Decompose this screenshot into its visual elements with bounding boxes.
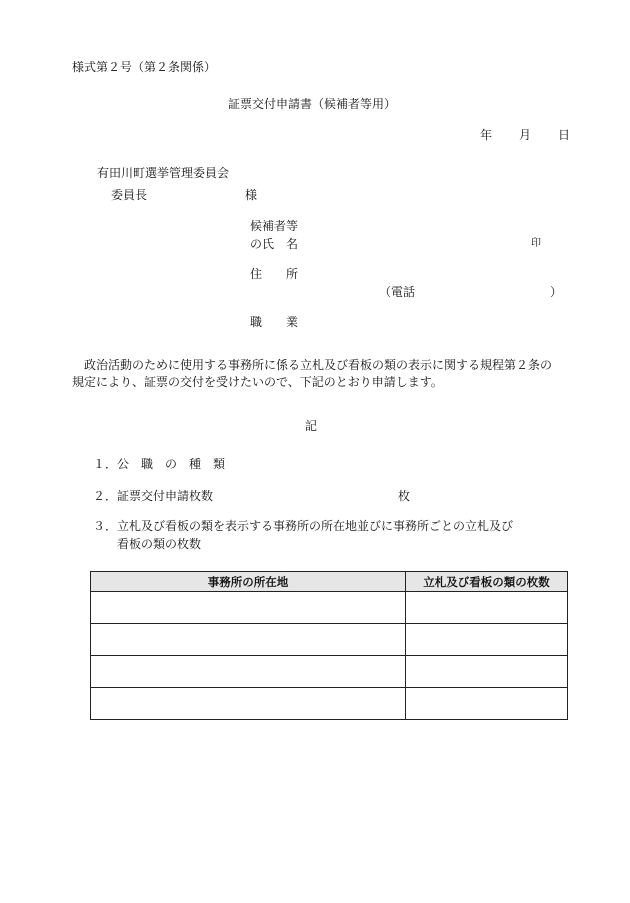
location-cell[interactable] — [91, 656, 406, 688]
item-3-line2: 看板の類の枚数 — [117, 537, 202, 551]
count-cell[interactable] — [406, 656, 568, 688]
date-year: 年 — [480, 128, 493, 142]
item-3-line1: ３．立札及び看板の類を表示する事務所の所在地並びに事務所ごとの立札及び — [93, 519, 514, 533]
item-2: ２．証票交付申請枚数 — [93, 489, 214, 503]
date-month: 月 — [519, 128, 532, 142]
form-title: 証票交付申請書（候補者等用） — [228, 97, 397, 111]
date-day: 日 — [558, 128, 571, 142]
location-cell[interactable] — [91, 624, 406, 656]
ki-heading: 記 — [305, 419, 318, 433]
location-cell[interactable] — [91, 688, 406, 720]
table-row — [91, 688, 568, 720]
committee-name: 有田川町選挙管理委員会 — [97, 166, 230, 180]
committee-chair: 委員長 — [111, 188, 148, 202]
body-paragraph: 政治活動のために使用する事務所に係る立札及び看板の類の表示に関する規程第２条の規定により、証票の交付を受けたいので、下記のとおり申請します。 — [72, 358, 553, 389]
item-2-unit: 枚 — [398, 489, 411, 503]
phone-close: ） — [550, 285, 563, 299]
location-cell[interactable] — [91, 592, 406, 624]
applicant-label-line1: 候補者等 — [250, 219, 299, 233]
honorific: 様 — [245, 188, 258, 202]
form-number: 様式第２号（第２条関係） — [72, 60, 217, 74]
count-cell[interactable] — [406, 592, 568, 624]
table-row — [91, 656, 568, 688]
applicant-label-line2: の氏 名 — [250, 237, 299, 251]
count-cell[interactable] — [406, 688, 568, 720]
occupation-label: 職 業 — [250, 315, 299, 329]
count-cell[interactable] — [406, 624, 568, 656]
address-label: 住 所 — [250, 267, 299, 281]
office-location-table — [90, 571, 568, 720]
header-office-location: 事務所の所在地 — [91, 572, 406, 592]
table-row — [91, 624, 568, 656]
item-1: １．公 職 の 種 類 — [93, 457, 226, 471]
header-sign-count: 立札及び看板の類の枚数 — [406, 572, 568, 592]
seal-mark: 印 — [531, 238, 541, 249]
table-header-row — [91, 572, 568, 592]
table-row — [91, 592, 568, 624]
phone-open: （電話 — [379, 285, 416, 299]
